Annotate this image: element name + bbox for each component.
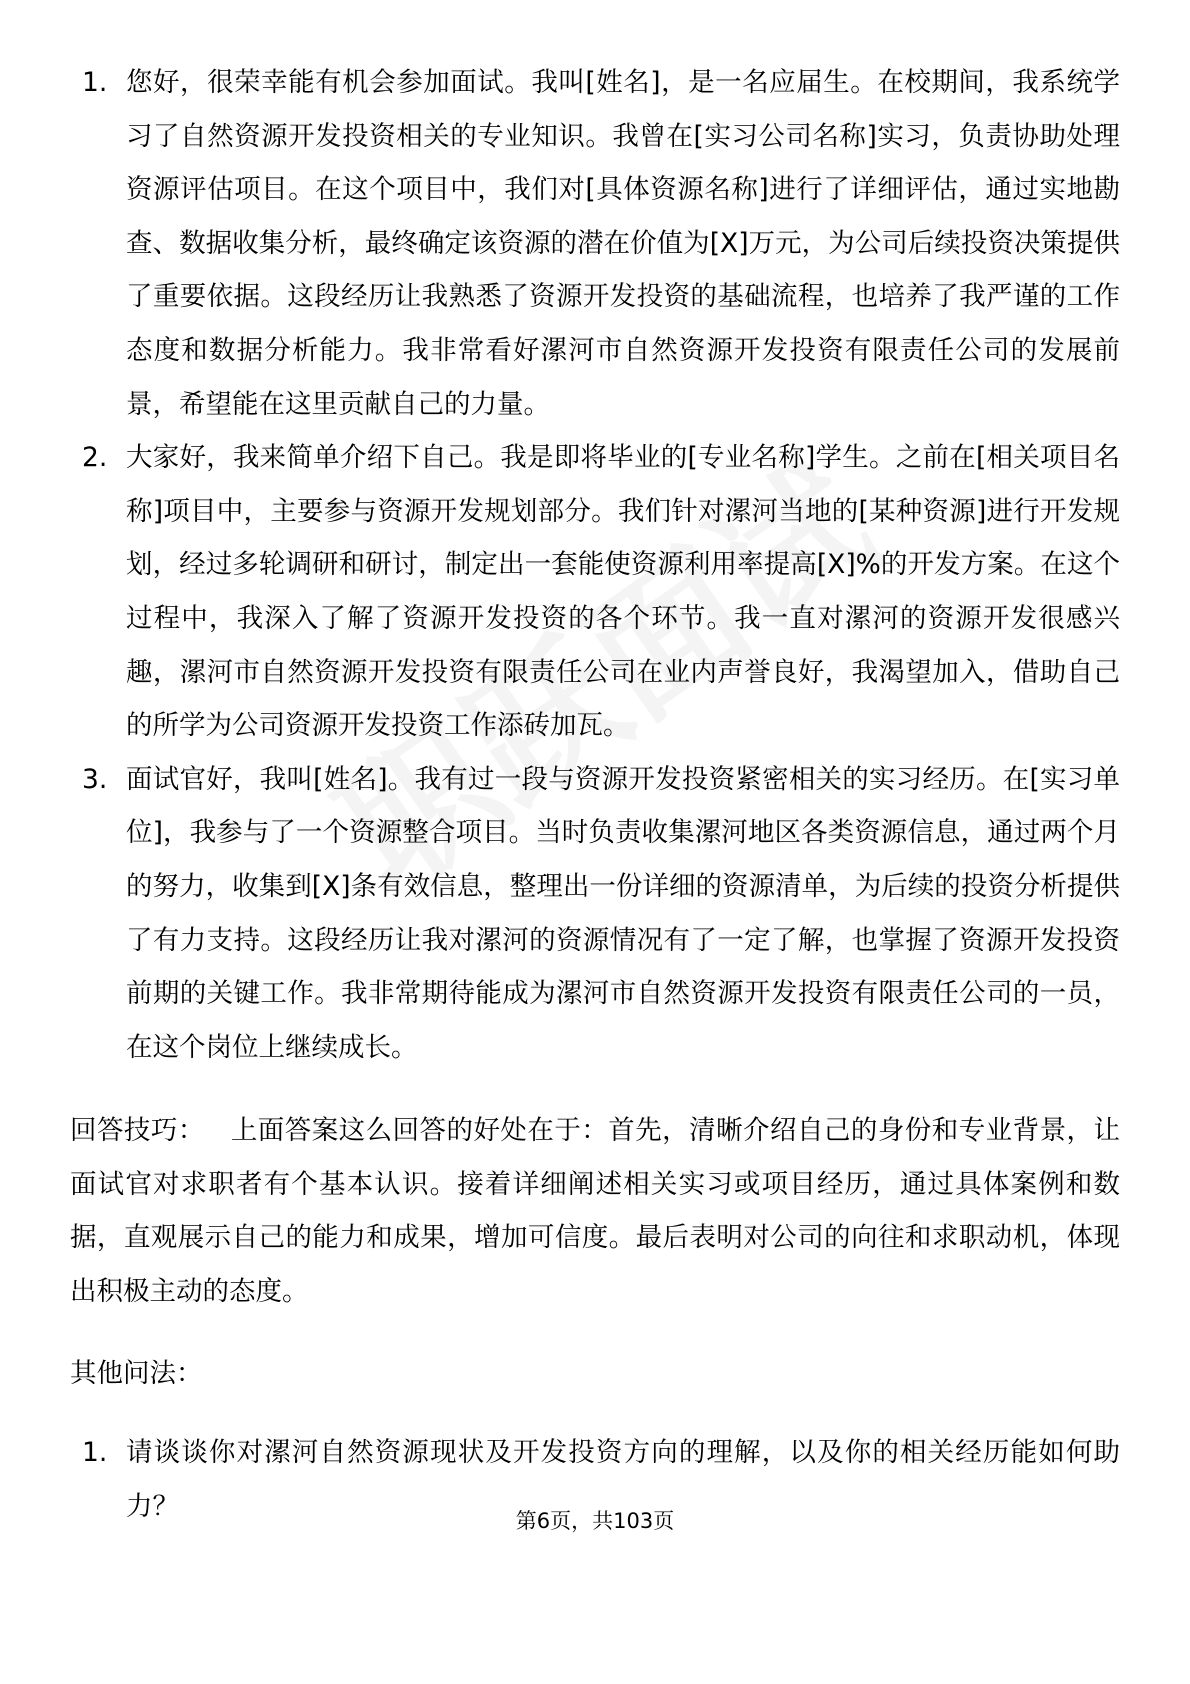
answer-number: 2. <box>82 442 108 474</box>
answer-text: 您好，很荣幸能有机会参加面试。我叫[姓名]，是一名应届生。在校期间，我系统学习了自然资源开发投资相关的专业知识。我曾在[实习公司名称]实习，负责协助处理资源评估项目。在这个项目中，我们对[具体资源名称]进行了详细评估，通过实地勘查、数据收集分析，最终确定该资源的潜在价值为[X]万元，为公司后续投资决策提供了重要依据。这段经历让我熟悉了资源开发投资的基础流程，也培养了我严谨的工作态度和数据分析能力。我非常看好漯河市自然资源开发投资有限责任公司的发展前景，希望能在这里贡献自己的力量。 <box>126 67 1120 420</box>
page-footer: 第6页，共103页 <box>515 1509 675 1533</box>
answer-item-2 <box>70 431 1120 753</box>
answer-text: 大家好，我来简单介绍下自己。我是即将毕业的[专业名称]学生。之前在[相关项目名称]项目中，主要参与资源开发规划部分。我们针对漯河当地的[某种资源]进行开发规划，经过多轮调研和研讨，制定出一套能使资源利用率提高[X]%的开发方案。在这个过程中，我深入了解了资源开发投资的各个环节。我一直对漯河的资源开发很感兴趣，漯河市自然资源开发投资有限责任公司在业内声誉良好，我渴望加入，借助自己的所学为公司资源开发投资工作添砖加瓦。 <box>126 442 1120 742</box>
answer-text: 面试官好，我叫[姓名]。我有过一段与资源开发投资紧密相关的实习经历。在[实习单位]，我参与了一个资源整合项目。当时负责收集漯河地区各类资源信息，通过两个月的努力，收集到[X]条有效信息，整理出一份详细的资源清单，为后续的投资分析提供了有力支持。这段经历让我对漯河的资源情况有了一定了解，也掌握了资源开发投资前期的关键工作。我非常期待能成为漯河市自然资源开发投资有限责任公司的一员，在这个岗位上继续成长。 <box>126 763 1120 1063</box>
tips-label: 回答技巧： <box>70 1115 205 1147</box>
page-content <box>70 56 1120 1533</box>
tips-text: 上面答案这么回答的好处在于：首先，清晰介绍自己的身份和专业背景，让面试官对求职者有个基本认识。接着详细阐述相关实习或项目经历，通过具体案例和数据，直观展示自己的能力和成果，增加可信度。最后表明对公司的向往和求职动机，体现出积极主动的态度。 <box>70 1115 1121 1308</box>
answer-item-1 <box>70 56 1120 431</box>
answer-tips <box>70 1104 1120 1318</box>
answer-number: 1. <box>82 67 108 98</box>
answer-item-3 <box>70 753 1120 1075</box>
question-text: 请谈谈你对漯河自然资源现状及开发投资方向的理解，以及你的相关经历能如何助力？ <box>126 1437 1120 1522</box>
question-number: 1. <box>82 1437 108 1469</box>
answer-list <box>70 56 1120 1074</box>
other-questions-heading: 其他问法： <box>70 1357 203 1389</box>
answer-number: 3. <box>82 763 108 795</box>
